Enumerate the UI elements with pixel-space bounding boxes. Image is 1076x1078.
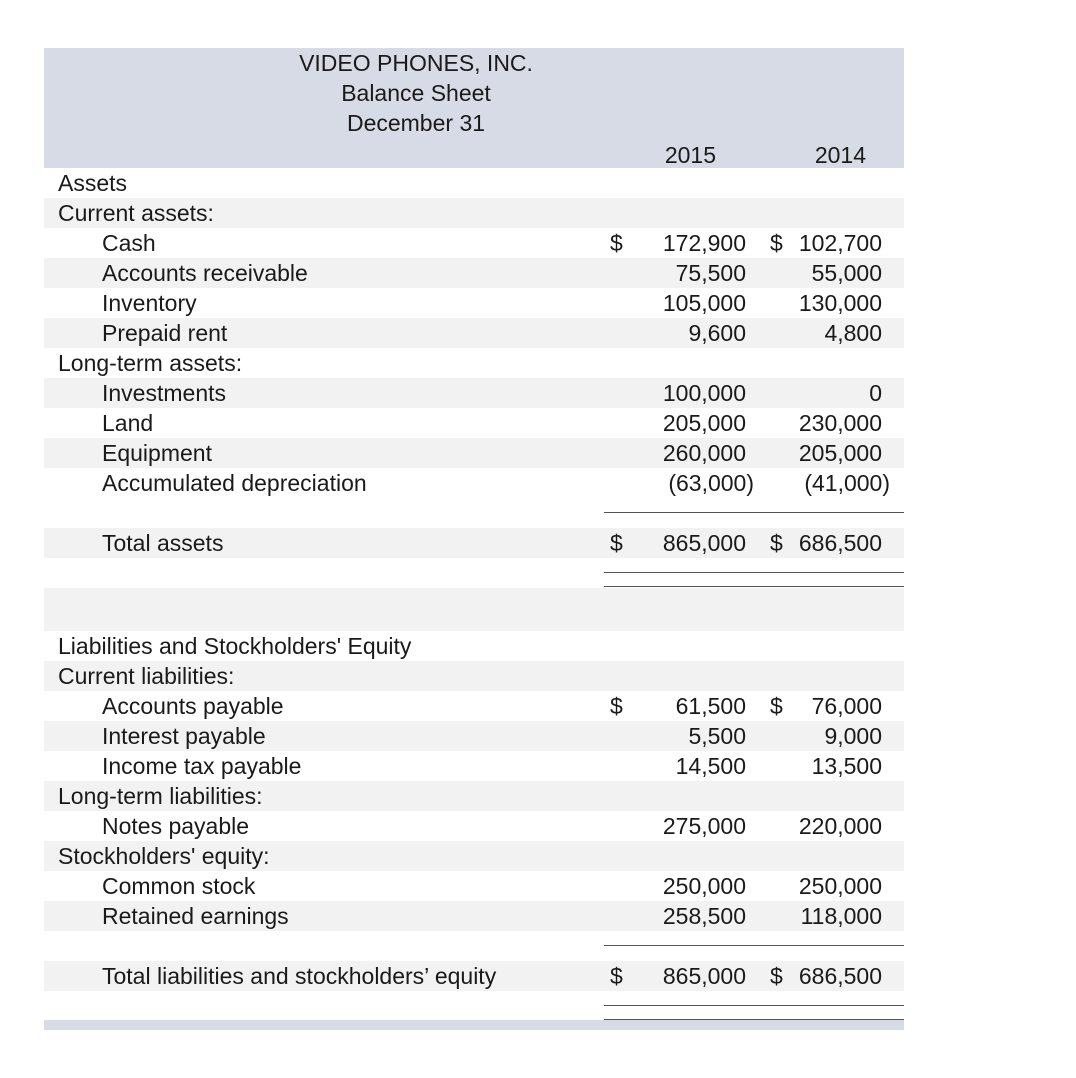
row-label: Retained earnings	[102, 903, 289, 929]
value-2014: 686,500	[798, 530, 882, 556]
double-rule-bottom	[604, 586, 904, 587]
liabilities-heading-row	[44, 631, 904, 661]
retained-earnings-row	[44, 901, 904, 931]
subtotal-rule	[604, 945, 904, 946]
value-2015: 865,000	[662, 963, 746, 989]
assets-heading: Assets	[58, 170, 128, 196]
value-2015: 9,600	[688, 320, 746, 346]
value-2015: 61,500	[675, 693, 746, 719]
value-2015: 865,000	[662, 530, 746, 556]
currency-symbol: $	[610, 230, 623, 256]
currency-symbol: $	[610, 963, 623, 989]
value-2014: 102,700	[798, 230, 882, 256]
currency-symbol: $	[770, 530, 783, 556]
spacer-row	[44, 931, 904, 961]
current-liabilities-heading-row	[44, 661, 904, 691]
accounts-receivable-row	[44, 258, 904, 288]
double-rule-row	[44, 588, 904, 631]
assets-heading-row	[44, 168, 904, 198]
row-label: Equipment	[102, 440, 212, 466]
row-label: Total liabilities and stockholders’ equity	[102, 963, 497, 989]
interest-payable-row	[44, 721, 904, 751]
longterm-assets-heading-row	[44, 348, 904, 378]
current-assets-heading-row	[44, 198, 904, 228]
value-2014: 76,000	[811, 693, 882, 719]
income-tax-payable-row	[44, 751, 904, 781]
spacer-row	[44, 498, 904, 528]
current-liabilities-heading: Current liabilities:	[58, 663, 235, 689]
row-label: Accounts payable	[102, 693, 284, 719]
equity-heading: Stockholders' equity:	[58, 843, 270, 869]
current-assets-heading: Current assets:	[58, 200, 214, 226]
year-2015-header: 2015	[664, 142, 716, 168]
currency-symbol: $	[770, 230, 783, 256]
spacer-row	[44, 558, 904, 588]
currency-symbol: $	[770, 693, 783, 719]
investments-row	[44, 378, 904, 408]
inventory-row	[44, 288, 904, 318]
subtotal-rule	[604, 512, 904, 513]
accounts-payable-row	[44, 691, 904, 721]
value-2014: 130,000	[798, 290, 882, 316]
value-2015: 275,000	[662, 813, 746, 839]
notes-payable-row	[44, 811, 904, 841]
longterm-liabilities-heading: Long-term liabilities:	[58, 783, 263, 809]
value-2015: (63,000)	[668, 470, 754, 496]
value-2014: 250,000	[798, 873, 882, 899]
value-2015: 75,500	[675, 260, 746, 286]
statement-title: Balance Sheet	[341, 80, 491, 106]
row-label: Inventory	[102, 290, 197, 316]
currency-symbol: $	[610, 693, 623, 719]
value-2014: (41,000)	[804, 470, 890, 496]
prepaid-rent-row	[44, 318, 904, 348]
common-stock-row	[44, 871, 904, 901]
value-2015: 258,500	[662, 903, 746, 929]
equipment-row	[44, 438, 904, 468]
double-rule-top	[604, 572, 904, 573]
row-label: Notes payable	[102, 813, 250, 839]
equity-heading-row	[44, 841, 904, 871]
liabilities-heading: Liabilities and Stockholders' Equity	[58, 633, 412, 659]
total-liabilities-equity-row	[44, 961, 904, 991]
row-label: Land	[102, 410, 154, 436]
land-row	[44, 408, 904, 438]
company-name: VIDEO PHONES, INC.	[299, 50, 533, 76]
balance-sheet	[44, 48, 904, 1031]
value-2015: 260,000	[662, 440, 746, 466]
value-2015: 250,000	[662, 873, 746, 899]
value-2015: 205,000	[662, 410, 746, 436]
value-2015: 5,500	[688, 723, 746, 749]
total-assets-row	[44, 528, 904, 558]
value-2014: 4,800	[824, 320, 882, 346]
value-2014: 9,000	[824, 723, 882, 749]
row-label: Total assets	[102, 530, 224, 556]
value-2015: 172,900	[662, 230, 746, 256]
year-2014-header: 2014	[814, 142, 866, 168]
currency-symbol: $	[610, 530, 623, 556]
row-label: Income tax payable	[102, 753, 302, 779]
currency-symbol: $	[770, 963, 783, 989]
value-2014: 0	[869, 380, 882, 406]
row-label: Prepaid rent	[102, 320, 228, 346]
cash-row	[44, 228, 904, 258]
row-label: Interest payable	[102, 723, 266, 749]
longterm-liabilities-heading-row	[44, 781, 904, 811]
row-label: Accounts receivable	[102, 260, 308, 286]
value-2014: 686,500	[798, 963, 882, 989]
statement-date: December 31	[346, 110, 486, 136]
row-label: Accumulated depreciation	[102, 470, 367, 496]
row-label: Common stock	[102, 873, 256, 899]
row-label: Cash	[102, 230, 156, 256]
value-2014: 205,000	[798, 440, 882, 466]
accumulated-depreciation-row	[44, 468, 904, 498]
value-2014: 55,000	[811, 260, 882, 286]
value-2015: 14,500	[675, 753, 746, 779]
longterm-assets-heading: Long-term assets:	[58, 350, 243, 376]
value-2014: 118,000	[800, 903, 882, 929]
value-2014: 13,500	[811, 753, 882, 779]
value-2015: 105,000	[662, 290, 746, 316]
value-2014: 230,000	[798, 410, 882, 436]
row-label: Investments	[102, 380, 226, 406]
sheet-header	[44, 48, 904, 168]
footer-bar	[44, 1020, 904, 1030]
value-2014: 220,000	[798, 813, 882, 839]
double-rule-top	[604, 1005, 904, 1006]
value-2015: 100,000	[662, 380, 746, 406]
